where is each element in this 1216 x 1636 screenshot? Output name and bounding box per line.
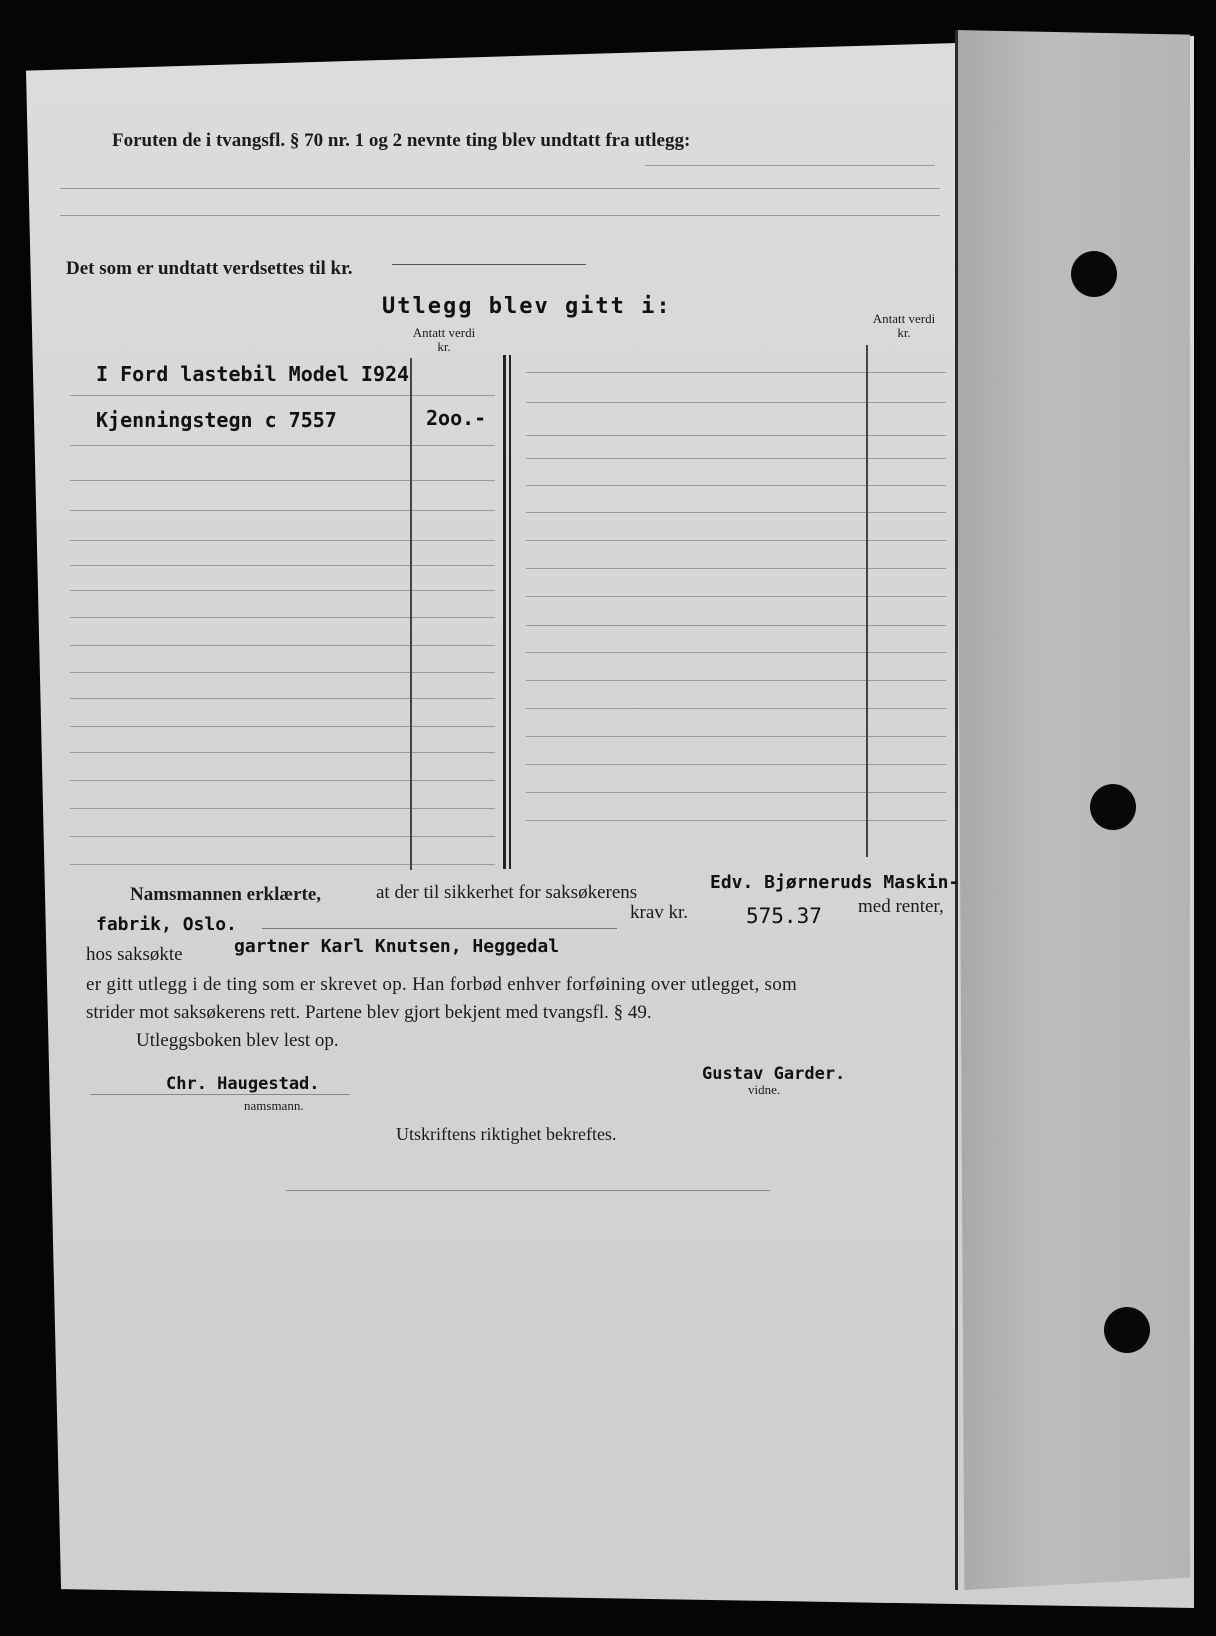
table-ruling (526, 540, 946, 541)
table-ruling (526, 512, 946, 513)
table-ruling (526, 372, 946, 373)
fill-line (645, 165, 935, 166)
declaration-body: er gitt utlegg i de ting som er skrevet op. Han forbød enhver forføining over utlegget, som (86, 974, 798, 995)
witness-signature: Gustav Garder. (702, 1064, 846, 1084)
table-ruling (526, 625, 946, 626)
bailiff-title: namsmann. (244, 1098, 304, 1113)
section-title: Utlegg blev gitt i: (382, 294, 672, 319)
table-ruling (526, 435, 946, 436)
table-ruling (70, 752, 495, 753)
table-ruling (70, 540, 495, 541)
punch-hole (1104, 1307, 1150, 1353)
table-ruling (526, 820, 946, 821)
witness-title: vidne. (748, 1082, 781, 1097)
column-header-value-right: Antatt verdi kr. (872, 311, 936, 340)
table-ruling (70, 395, 495, 396)
table-ruling (526, 485, 946, 486)
table-ruling (70, 698, 495, 699)
signature-line (90, 1094, 350, 1095)
center-double-rule (509, 355, 511, 869)
table-ruling (526, 708, 946, 709)
column-header-value-left: Antatt verdi kr. (412, 325, 476, 354)
read-confirmation: Utleggsboken blev lest op. (136, 1030, 339, 1051)
bailiff-signature: Chr. Haugestad. (166, 1074, 320, 1094)
valuation-fill-line (392, 264, 586, 265)
debtor-name: gartner Karl Knutsen, Heggedal (234, 936, 560, 957)
claim-label: krav kr. (630, 902, 689, 923)
declaration-body: strider mot saksøkerens rett. Partene blev gjort bekjent med tvangsfl. § 49. (86, 1002, 652, 1023)
table-ruling (526, 402, 946, 403)
creditor-name-cont: fabrik, Oslo. (96, 914, 237, 935)
valuation-line: Det som er undtatt verdsettes til kr. (66, 258, 353, 279)
table-ruling (70, 864, 495, 865)
punch-hole (1090, 784, 1136, 830)
binding-edge (955, 30, 958, 1590)
exemption-line: Foruten de i tvangsfl. § 70 nr. 1 og 2 nevnte ting blev undtatt fra utlegg: (112, 130, 691, 151)
item-value: 2oo.- (426, 406, 487, 430)
table-ruling (526, 764, 946, 765)
fill-line (60, 215, 940, 216)
center-double-rule (503, 355, 506, 869)
table-ruling (70, 672, 495, 673)
item-description: I Ford lastebil Model I924 (96, 362, 410, 386)
table-ruling (526, 568, 946, 569)
table-ruling (526, 736, 946, 737)
fill-line (60, 188, 940, 189)
table-ruling (526, 792, 946, 793)
item-description: Kjenningstegn c 7557 (96, 408, 337, 432)
table-ruling (70, 565, 495, 566)
table-ruling (70, 836, 495, 837)
claim-amount: 575.37 (746, 904, 822, 928)
table-ruling (526, 680, 946, 681)
table-ruling (70, 808, 495, 809)
right-value-column-divider (866, 345, 868, 857)
table-ruling (526, 596, 946, 597)
table-ruling (526, 652, 946, 653)
certification-line (286, 1190, 770, 1191)
table-ruling (70, 445, 495, 446)
table-ruling (70, 590, 495, 591)
table-ruling (70, 780, 495, 781)
table-ruling (70, 480, 495, 481)
table-ruling (70, 617, 495, 618)
certification: Utskriftens riktighet bekreftes. (396, 1124, 617, 1144)
table-ruling (526, 458, 946, 459)
table-ruling (70, 726, 495, 727)
table-ruling (70, 645, 495, 646)
value-column-divider (410, 358, 412, 870)
declaration-lead: Namsmannen erklærte, (130, 884, 322, 905)
creditor-name: Edv. Bjørneruds Maskin- (710, 872, 960, 893)
interest-label: med renter, (858, 896, 944, 917)
debtor-label: hos saksøkte (86, 944, 183, 965)
fill-line (262, 928, 617, 929)
table-ruling (70, 510, 495, 511)
punch-hole (1071, 251, 1117, 297)
declaration-text: at der til sikkerhet for saksøkerens (376, 882, 638, 903)
